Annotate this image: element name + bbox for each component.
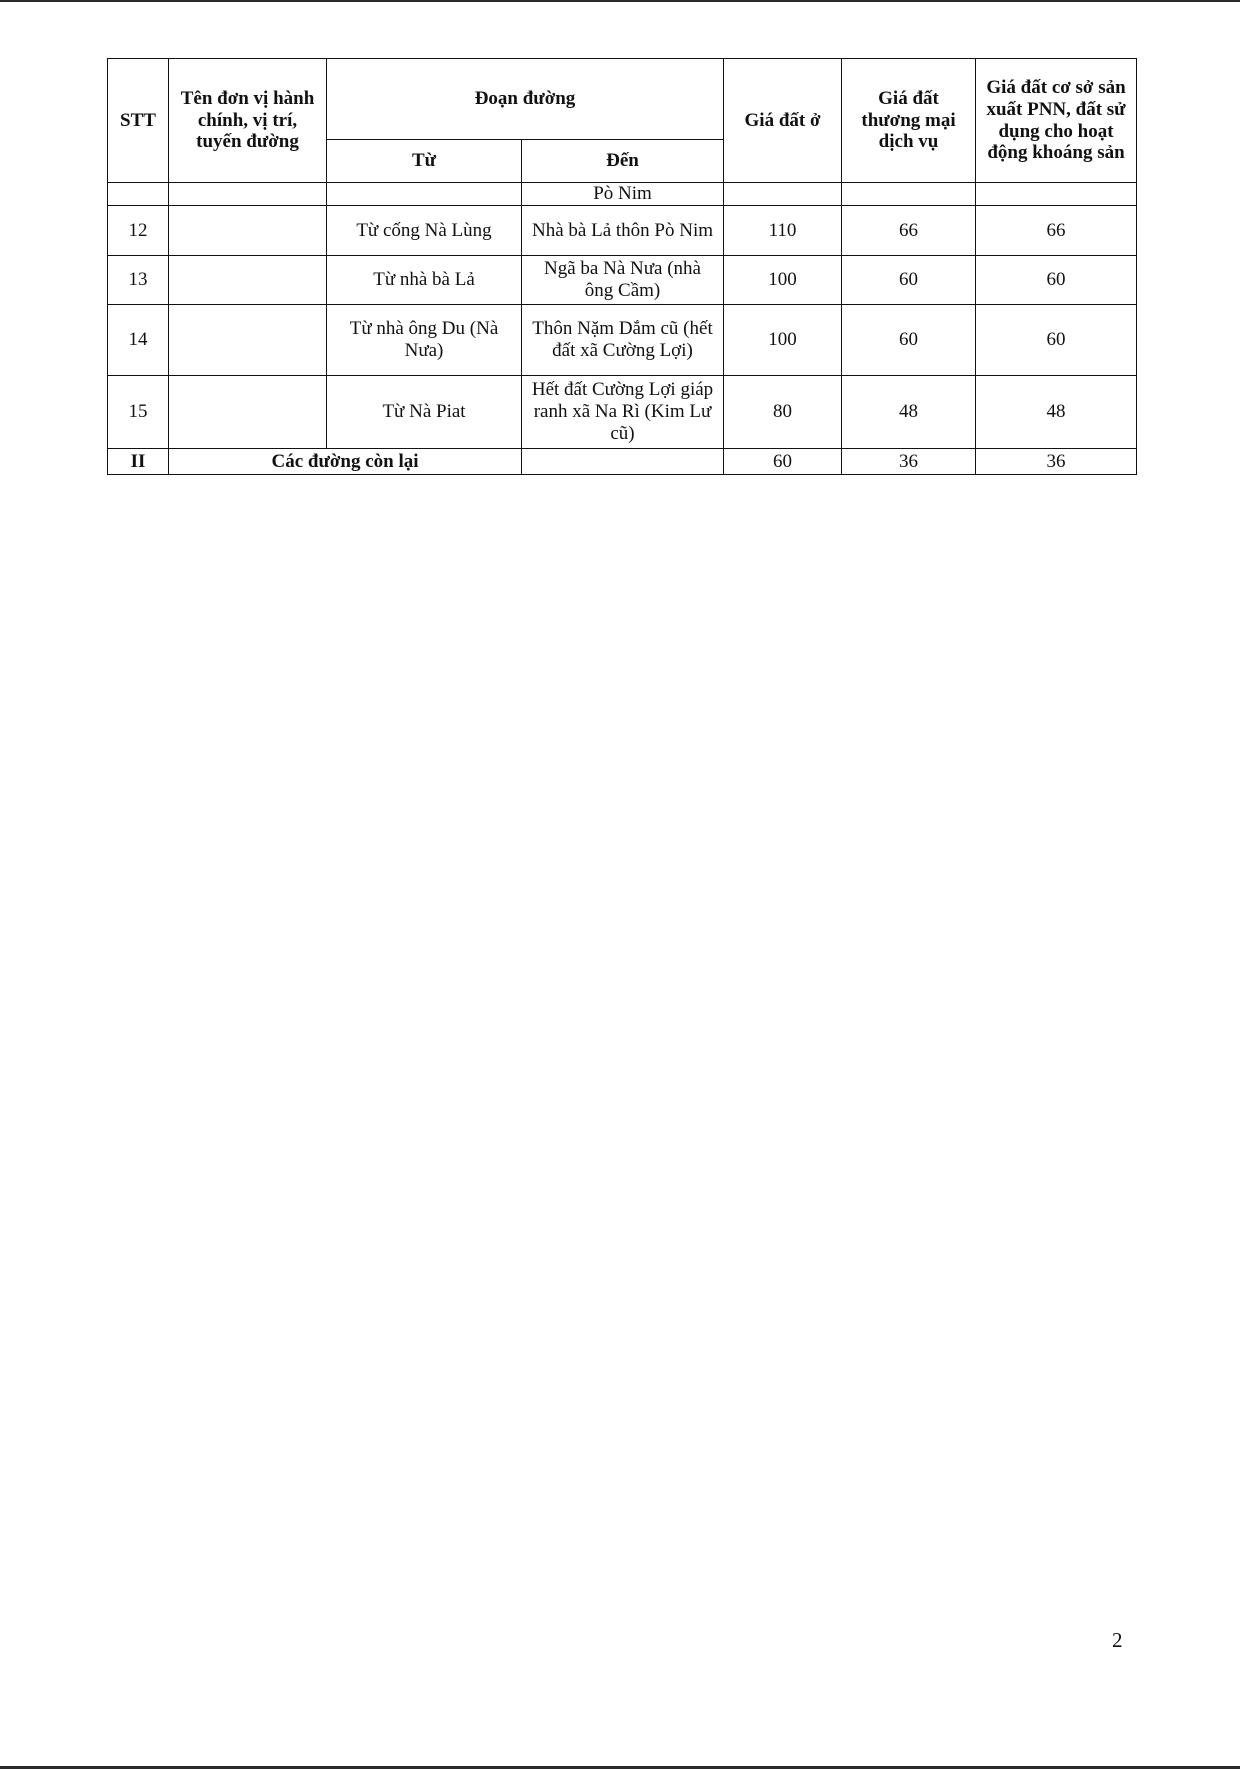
cell-residential: 100 (724, 256, 842, 305)
cell-residential: 60 (724, 449, 842, 475)
cell-section-number: II (108, 449, 169, 475)
cell-stt (108, 183, 169, 206)
cell-stt: 14 (108, 305, 169, 376)
cell-name (169, 376, 327, 449)
cell-stt: 15 (108, 376, 169, 449)
cell-name (169, 183, 327, 206)
cell-industrial: 60 (976, 256, 1137, 305)
cell-industrial: 48 (976, 376, 1137, 449)
cell-from: Từ nhà ông Du (Nà Nưa) (327, 305, 522, 376)
cell-to: Hết đất Cường Lợi giáp ranh xã Na Rì (Kim Lư cũ) (522, 376, 724, 449)
cell-to: Thôn Nặm Dắm cũ (hết đất xã Cường Lợi) (522, 305, 724, 376)
table-row (108, 256, 1137, 305)
header-to: Đến (522, 140, 724, 183)
cell-residential: 80 (724, 376, 842, 449)
cell-commercial: 66 (842, 206, 976, 256)
cell-to: Nhà bà Lả thôn Pò Nim (522, 206, 724, 256)
header-row-1 (108, 59, 1137, 140)
header-commercial-price: Giá đất thương mại dịch vụ (842, 59, 976, 183)
summary-row (108, 449, 1137, 475)
cell-commercial: 36 (842, 449, 976, 475)
cell-commercial: 60 (842, 305, 976, 376)
cell-name (169, 305, 327, 376)
cell-residential (724, 183, 842, 206)
land-price-table (107, 58, 1137, 475)
cell-from: Từ nhà bà Lả (327, 256, 522, 305)
cell-commercial: 60 (842, 256, 976, 305)
cell-industrial (976, 183, 1137, 206)
header-segment: Đoạn đường (327, 59, 724, 140)
cell-from: Từ Nà Piat (327, 376, 522, 449)
page-number: 2 (1112, 1628, 1123, 1652)
table-row (108, 206, 1137, 256)
cell-to (522, 449, 724, 475)
cell-stt: 13 (108, 256, 169, 305)
table-row (108, 183, 1137, 206)
cell-section-label: Các đường còn lại (169, 449, 522, 475)
cell-to: Ngã ba Nà Nưa (nhà ông Cầm) (522, 256, 724, 305)
table-row (108, 376, 1137, 449)
cell-residential: 110 (724, 206, 842, 256)
cell-stt: 12 (108, 206, 169, 256)
table-row (108, 305, 1137, 376)
cell-to: Pò Nim (522, 183, 724, 206)
cell-industrial: 60 (976, 305, 1137, 376)
cell-industrial: 66 (976, 206, 1137, 256)
cell-commercial: 48 (842, 376, 976, 449)
cell-commercial (842, 183, 976, 206)
cell-from: Từ cống Nà Lùng (327, 206, 522, 256)
scan-edge-top (0, 0, 1240, 2)
header-from: Từ (327, 140, 522, 183)
header-name: Tên đơn vị hành chính, vị trí, tuyến đường (169, 59, 327, 183)
header-stt: STT (108, 59, 169, 183)
header-residential-price: Giá đất ở (724, 59, 842, 183)
cell-from (327, 183, 522, 206)
cell-name (169, 206, 327, 256)
cell-industrial: 36 (976, 449, 1137, 475)
cell-residential: 100 (724, 305, 842, 376)
cell-name (169, 256, 327, 305)
header-industrial-price: Giá đất cơ sở sản xuất PNN, đất sử dụng cho hoạt động khoáng sản (976, 59, 1137, 183)
